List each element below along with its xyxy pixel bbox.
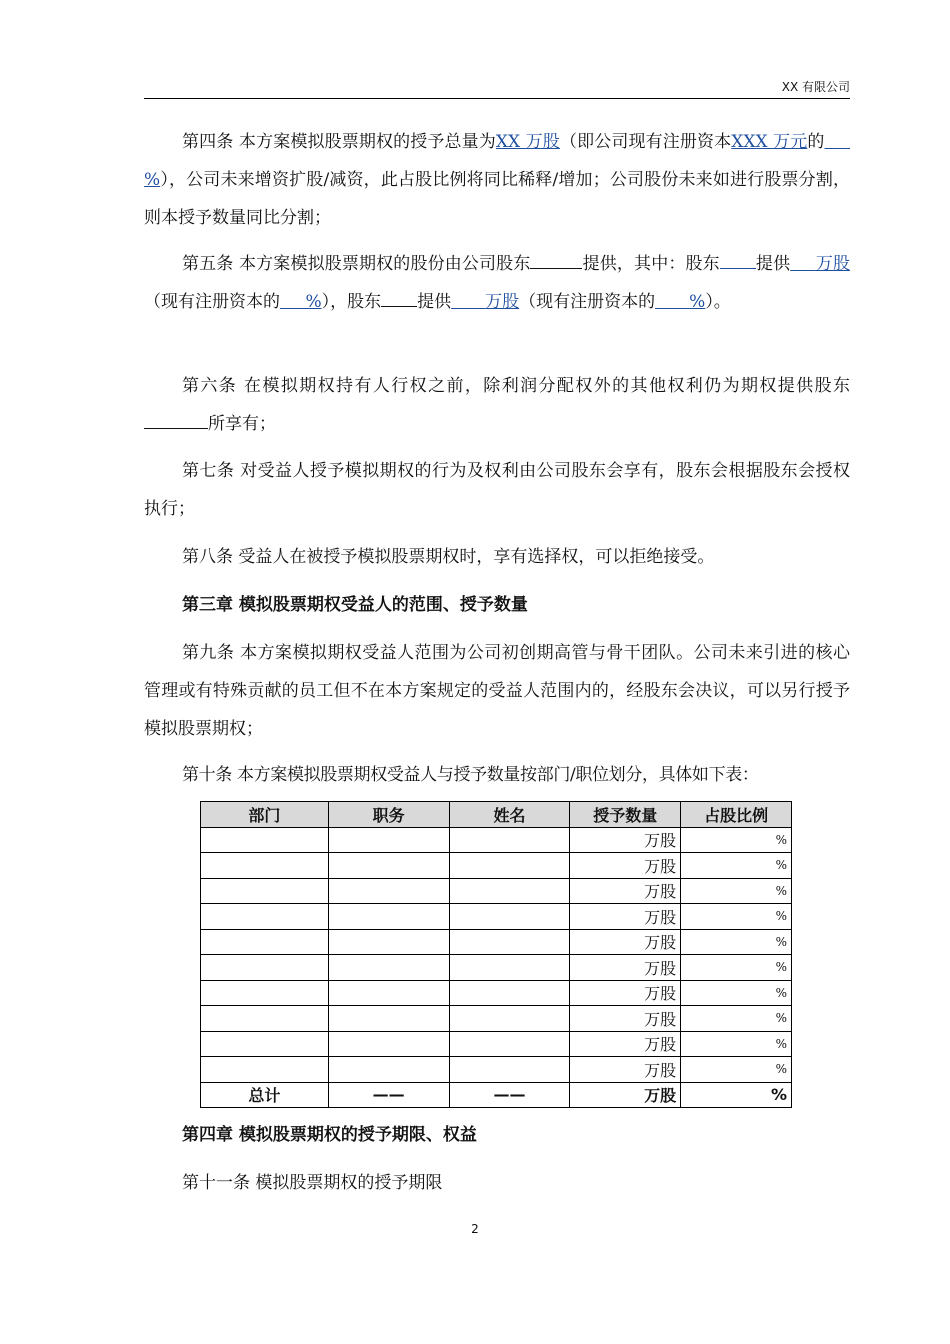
cell-ratio[interactable]: % [681,827,792,853]
cell-ratio[interactable]: % [681,929,792,955]
cell-name[interactable] [449,980,570,1006]
percent-blank-1[interactable]: % [305,292,322,312]
cell-position[interactable] [328,904,449,930]
cell-quantity[interactable]: 万股 [570,980,681,1006]
cell-position[interactable] [328,955,449,981]
cell-quantity[interactable]: 万股 [570,904,681,930]
table-row [201,878,792,904]
cell-quantity[interactable]: 万股 [570,955,681,981]
table-row [201,1031,792,1057]
cell-ratio[interactable]: % [681,904,792,930]
cell-quantity[interactable]: 万股 [570,1057,681,1083]
cell-name[interactable] [449,1006,570,1032]
table-row [201,929,792,955]
table-row [201,853,792,879]
wan-gu-link-1[interactable]: 万股 [815,254,851,274]
article-9: 第九条 本方案模拟期权受益人范围为公司初创期高管与骨干团队。公司未来引进的核心管理或有特殊贡献的员工但不在本方案规定的受益人范围内的，经股东会决议，可以另行授予模拟股票期权； [144,643,850,739]
cell-name[interactable] [449,904,570,930]
cell-department[interactable] [201,1006,329,1032]
table-row [201,980,792,1006]
cell-name[interactable] [449,853,570,879]
cell-name[interactable] [449,1057,570,1083]
col-quantity: 授予数量 [570,802,681,828]
cell-ratio[interactable]: % [681,955,792,981]
total-ratio[interactable]: % [681,1082,792,1108]
table-total-row [201,1082,792,1108]
cell-position[interactable] [328,1031,449,1057]
chapter-4-heading: 第四章 模拟股票期权的授予期限、权益 [182,1125,477,1145]
cell-department[interactable] [201,955,329,981]
cell-ratio[interactable]: % [681,1057,792,1083]
percent-blank-2[interactable]: % [689,292,706,312]
cell-department[interactable] [201,1031,329,1057]
cell-position[interactable] [328,980,449,1006]
cell-position[interactable] [328,827,449,853]
cell-ratio[interactable]: % [681,1031,792,1057]
cell-department[interactable] [201,929,329,955]
article-8: 第八条 受益人在被授予模拟股票期权时，享有选择权，可以拒绝接受。 [182,547,715,567]
article-6: 第六条 在模拟期权持有人行权之前，除利润分配权外的其他权利仍为期权提供股东所享有； [144,367,850,443]
cell-department[interactable] [201,1057,329,1083]
shares-link[interactable]: XX 万股 [495,132,560,152]
table-header-row [201,802,792,828]
cell-ratio[interactable]: % [681,878,792,904]
cell-quantity[interactable]: 万股 [570,929,681,955]
cell-ratio[interactable]: % [681,853,792,879]
cell-name[interactable] [449,929,570,955]
header-company: XX 有限公司 [781,80,850,94]
cell-department[interactable] [201,980,329,1006]
table-row [201,904,792,930]
total-dash-2: —— [449,1082,570,1108]
cell-name[interactable] [449,878,570,904]
cell-ratio[interactable]: % [681,980,792,1006]
col-position: 职务 [328,802,449,828]
wan-gu-link-2[interactable]: 万股 [485,292,520,312]
total-quantity[interactable]: 万股 [570,1082,681,1108]
cell-quantity[interactable]: 万股 [570,1006,681,1032]
shareholder-blank[interactable] [530,251,582,269]
cell-name[interactable] [449,1031,570,1057]
article-5: 第五条 本方案模拟股票期权的股份由公司股东 提供，其中：股东 提供 万股（现有注册资本的 %），股东 提供 万股（现有注册资本的 %）。 [144,245,850,321]
provider-blank[interactable] [144,411,208,429]
page-number: 2 [471,1222,479,1236]
table-row [201,1006,792,1032]
table-row [201,1057,792,1083]
percent-blank[interactable]: % [144,170,161,190]
shareholder2-blank[interactable] [381,289,417,307]
article-7: 第七条 对受益人授予模拟期权的行为及权利由公司股东会享有，股东会根据股东会授权执行； [144,461,850,519]
cell-department[interactable] [201,853,329,879]
capital-link[interactable]: XXX 万元 [731,132,808,152]
shareholder1-blank[interactable] [720,251,756,269]
cell-department[interactable] [201,827,329,853]
cell-ratio[interactable]: % [681,1006,792,1032]
cell-position[interactable] [328,929,449,955]
cell-department[interactable] [201,878,329,904]
table-row [201,955,792,981]
cell-position[interactable] [328,878,449,904]
article-10: 第十条 本方案模拟股票期权受益人与授予数量按部门/职位划分，具体如下表： [182,765,759,785]
page-header [144,78,850,99]
cell-name[interactable] [449,827,570,853]
cell-quantity[interactable]: 万股 [570,827,681,853]
col-name: 姓名 [449,802,570,828]
cell-quantity[interactable]: 万股 [570,1031,681,1057]
cell-quantity[interactable]: 万股 [570,853,681,879]
cell-department[interactable] [201,904,329,930]
article-4: 第四条 本方案模拟股票期权的授予总量为XX 万股（即公司现有注册资本XXX 万元的 %），公司未来增资扩股/减资，此占股比例将同比稀释/增加；公司股份未来如进行股票分割，则本授予数量同比分割； [144,132,850,228]
grant-table [200,801,792,1108]
total-label: 总计 [201,1082,329,1108]
cell-position[interactable] [328,853,449,879]
cell-quantity[interactable]: 万股 [570,878,681,904]
cell-position[interactable] [328,1057,449,1083]
chapter-3-heading: 第三章 模拟股票期权受益人的范围、授予数量 [182,595,528,615]
total-dash-1: —— [328,1082,449,1108]
article-11: 第十一条 模拟股票期权的授予期限 [182,1173,443,1193]
col-department: 部门 [201,802,329,828]
col-ratio: 占股比例 [681,802,792,828]
table-row [201,827,792,853]
cell-position[interactable] [328,1006,449,1032]
cell-name[interactable] [449,955,570,981]
